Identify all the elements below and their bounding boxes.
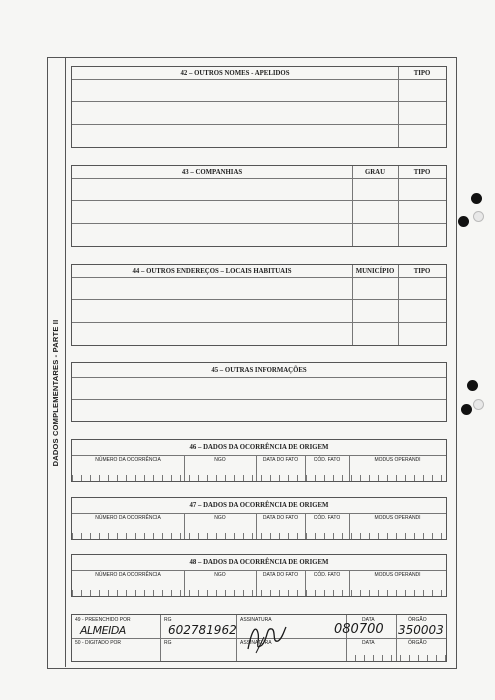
data-label-1: DATA [362, 617, 375, 623]
s48-col-data-fato: DATA DO FATO [262, 572, 299, 578]
section-44-field-2[interactable] [72, 300, 352, 322]
section-43-field-2[interactable] [72, 201, 352, 223]
signature[interactable] [242, 619, 292, 657]
section-44 [71, 264, 447, 346]
s48-entry-boxes[interactable] [72, 590, 446, 596]
section-48-title: 48 – DADOS DA OCORRÊNCIA DE ORIGEM [189, 559, 329, 566]
s48-col-numero: NÚMERO DA OCORRÊNCIA [95, 572, 161, 578]
orgao-label-2: ÓRGÃO [408, 640, 427, 646]
s47-col-modus: MODUS OPERANDI [374, 515, 421, 521]
s46-col-ngo: NGO [214, 457, 226, 463]
s46-col-modus: MODUS OPERANDI [374, 457, 421, 463]
section-47 [71, 497, 447, 540]
punch-hole [461, 404, 472, 415]
section-42-field-3[interactable] [72, 125, 398, 146]
s46-col-data-fato: DATA DO FATO [262, 457, 299, 463]
preenchido-value[interactable]: ALMEIDA [80, 624, 126, 637]
s47-col-ngo: NGO [214, 515, 226, 521]
s48-col-ngo: NGO [214, 572, 226, 578]
rg-value[interactable]: 602781962 [168, 623, 237, 637]
data-label-2: DATA [362, 640, 375, 646]
side-label: DADOS COMPLEMENTARES - PARTE II [51, 319, 60, 467]
s48-col-cod-fato: CÓD. FATO [313, 572, 341, 578]
section-44-col-municipio: MUNICÍPIO [355, 268, 395, 275]
side-strip [47, 57, 66, 667]
s47-entry-boxes[interactable] [72, 533, 446, 539]
section-48 [71, 554, 447, 597]
assinatura-label-2: ASSINATURA [240, 640, 272, 646]
s46-col-cod-fato: CÓD. FATO [313, 457, 341, 463]
s46-entry-boxes[interactable] [72, 475, 446, 481]
s48-col-modus: MODUS OPERANDI [374, 572, 421, 578]
punch-hole [473, 399, 484, 410]
section-43-col-grau: GRAU [364, 169, 385, 176]
section-42-col-tipo: TIPO [413, 70, 431, 77]
section-44-title: 44 – OUTROS ENDEREÇOS – LOCAIS HABITUAIS [132, 268, 292, 275]
punch-hole [473, 211, 484, 222]
section-44-field-3[interactable] [72, 323, 352, 344]
s47-col-data-fato: DATA DO FATO [262, 515, 299, 521]
section-43-col-tipo: TIPO [413, 169, 431, 176]
rg-label-2: RG [164, 640, 172, 646]
s46-col-numero: NÚMERO DA OCORRÊNCIA [95, 457, 161, 463]
digitado-label: 50 - DIGITADO POR [75, 640, 122, 646]
section-45 [71, 362, 447, 422]
section-45-field-1[interactable] [72, 378, 446, 399]
punch-hole [458, 216, 469, 227]
orgao-value[interactable]: 350003 [398, 623, 444, 637]
section-44-col-tipo: TIPO [413, 268, 431, 275]
s47-col-numero: NÚMERO DA OCORRÊNCIA [95, 515, 161, 521]
section-46-title: 46 – DADOS DA OCORRÊNCIA DE ORIGEM [189, 444, 329, 451]
s47-col-cod-fato: CÓD. FATO [313, 515, 341, 521]
section-42-field-1[interactable] [72, 80, 398, 101]
rg-label-1: RG [164, 617, 172, 623]
section-47-title: 47 – DADOS DA OCORRÊNCIA DE ORIGEM [189, 502, 329, 509]
section-45-title: 45 – OUTRAS INFORMAÇÕES [211, 367, 307, 374]
section-45-field-2[interactable] [72, 400, 446, 420]
section-42-title: 42 – OUTROS NOMES - APELIDOS [180, 70, 290, 77]
section-43-field-1[interactable] [72, 179, 352, 200]
section-43-field-3[interactable] [72, 224, 352, 245]
footer-signatures [71, 614, 447, 662]
punch-hole [467, 380, 478, 391]
assinatura-label-1: ASSINATURA [240, 617, 272, 623]
footer-date-boxes[interactable] [346, 655, 446, 661]
data-value[interactable]: 080700 [334, 622, 384, 637]
section-42-field-2[interactable] [72, 102, 398, 124]
section-43-title: 43 – COMPANHIAS [181, 169, 243, 176]
section-44-field-1[interactable] [72, 278, 352, 299]
section-42 [71, 66, 447, 148]
section-46 [71, 439, 447, 482]
preenchido-label: 49 - PREENCHIDO POR [75, 617, 131, 623]
orgao-label-1: ÓRGÃO [408, 617, 427, 623]
punch-hole [471, 193, 482, 204]
section-43 [71, 165, 447, 247]
